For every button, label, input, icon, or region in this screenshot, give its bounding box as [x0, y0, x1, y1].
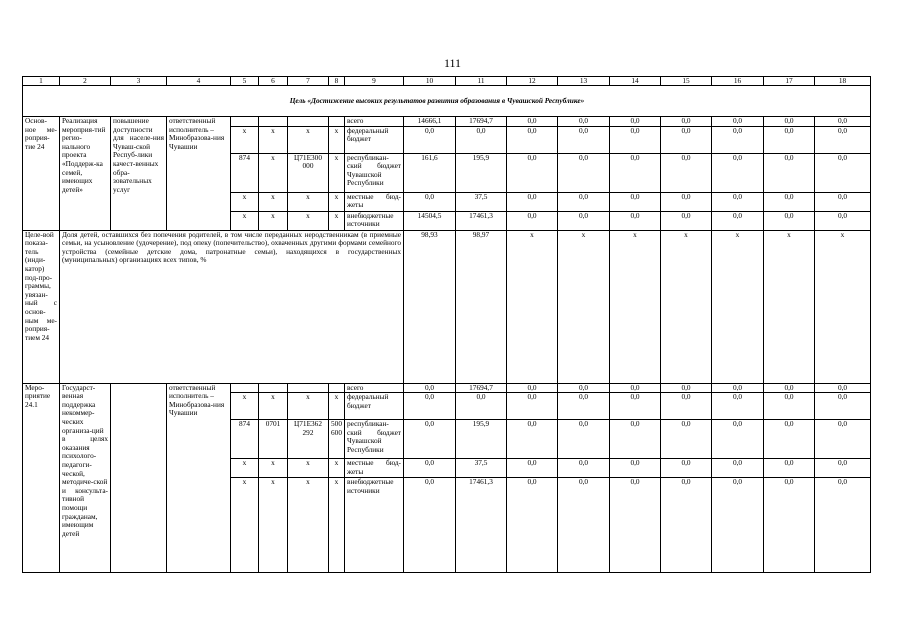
header-cell: 12 — [507, 77, 558, 86]
value-cell: 0,0 — [764, 478, 815, 573]
indicator-label: Целе-вой показа-тель (инди-катор) под-про-граммы, увязан-ный с основ-ным ме-роприя-тием 24 — [23, 230, 60, 383]
indicator-text: Доля детей, оставшихся без попечения родителей, в том числе переданных неродственникам (в приемные семьи, на усыновление (удочерение), под опеку (попечительство), охваченных другими формами семейного устройства (семейные детские дома, патронатные семьи), находящихся в государственных (муниципальных) организациях всех типов, % — [60, 230, 404, 383]
value-cell: 0,0 — [661, 153, 712, 192]
code-grbs: x — [231, 192, 259, 211]
value-cell: 0,0 — [404, 478, 456, 573]
value-cell: 0,0 — [712, 459, 764, 478]
value-cell: 0,0 — [815, 153, 871, 192]
code-section: x — [259, 393, 288, 420]
value-cell: 0,0 — [661, 393, 712, 420]
code-grbs — [231, 383, 259, 393]
code-section: x — [259, 211, 288, 230]
value-cell: 37,5 — [456, 192, 507, 211]
value-cell: 0,0 — [610, 420, 661, 459]
code-target — [288, 383, 329, 393]
block2-goal-text — [111, 383, 167, 573]
value-cell: 0,0 — [558, 393, 610, 420]
value-cell: 0,0 — [558, 459, 610, 478]
code-type: 500 600 — [329, 420, 345, 459]
value-cell: 0,0 — [764, 153, 815, 192]
value-cell: 0,0 — [764, 459, 815, 478]
code-target: x — [288, 211, 329, 230]
funding-source: внебюджетные источники — [345, 478, 404, 573]
value-cell: 17461,3 — [456, 478, 507, 573]
block1-description: Реализация мероприя-тий регио-нального проекта «Поддерж-ка семей, имеющих детей» — [60, 117, 111, 231]
code-grbs: x — [231, 478, 259, 573]
program-table — [22, 76, 871, 573]
value-cell: 0,0 — [610, 383, 661, 393]
value-cell: 0,0 — [610, 478, 661, 573]
value-cell: 0,0 — [815, 192, 871, 211]
value-cell: 0,0 — [764, 126, 815, 153]
funding-source: всего — [345, 383, 404, 393]
header-cell: 16 — [712, 77, 764, 86]
code-type: x — [329, 192, 345, 211]
value-cell: 0,0 — [764, 420, 815, 459]
value-cell: 0,0 — [815, 478, 871, 573]
value-cell: 0,0 — [610, 393, 661, 420]
block2-row — [23, 383, 871, 393]
code-target: Ц71Е300 000 — [288, 153, 329, 192]
header-cell: 6 — [259, 77, 288, 86]
header-cell: 1 — [23, 77, 60, 86]
code-target: x — [288, 478, 329, 573]
value-cell: 0,0 — [661, 211, 712, 230]
value-cell: 195,9 — [456, 153, 507, 192]
value-cell: 0,0 — [558, 420, 610, 459]
value-cell: 0,0 — [507, 393, 558, 420]
code-grbs: 874 — [231, 420, 259, 459]
code-grbs — [231, 117, 259, 127]
indicator-value: 98,93 — [404, 230, 456, 383]
value-cell: 0,0 — [661, 459, 712, 478]
value-cell: 0,0 — [456, 126, 507, 153]
header-cell: 5 — [231, 77, 259, 86]
indicator-value: x — [815, 230, 871, 383]
value-cell: 0,0 — [507, 459, 558, 478]
code-grbs: x — [231, 211, 259, 230]
code-section: x — [259, 153, 288, 192]
funding-source: республикан-ский бюджет Чувашской Республики — [345, 420, 404, 459]
header-cell: 2 — [60, 77, 111, 86]
code-grbs: x — [231, 126, 259, 153]
value-cell: 0,0 — [558, 126, 610, 153]
header-cell: 4 — [167, 77, 231, 86]
value-cell: 0,0 — [661, 192, 712, 211]
code-target: x — [288, 459, 329, 478]
value-cell: 0,0 — [815, 117, 871, 127]
value-cell: 0,0 — [404, 420, 456, 459]
block2-event-name: Меро-приятие 24.1 — [23, 383, 60, 573]
value-cell: 0,0 — [815, 420, 871, 459]
value-cell: 0,0 — [712, 126, 764, 153]
code-section — [259, 117, 288, 127]
value-cell: 0,0 — [404, 459, 456, 478]
header-cell: 11 — [456, 77, 507, 86]
value-cell: 161,6 — [404, 153, 456, 192]
value-cell: 0,0 — [404, 126, 456, 153]
funding-source: местные бюд-жеты — [345, 459, 404, 478]
value-cell: 0,0 — [456, 393, 507, 420]
code-type: x — [329, 393, 345, 420]
value-cell: 0,0 — [712, 117, 764, 127]
indicator-value: x — [661, 230, 712, 383]
code-section: 0701 — [259, 420, 288, 459]
block2-executor: ответственный исполнитель – Минобразова-ния Чувашии — [167, 383, 231, 573]
value-cell: 0,0 — [507, 420, 558, 459]
code-section: x — [259, 126, 288, 153]
header-row — [23, 77, 871, 86]
block1-goal-text: повышение доступности для населе-ния Чуваш-ской Респуб-лики качест-венных обра-зовательных услуг — [111, 117, 167, 231]
value-cell: 0,0 — [712, 420, 764, 459]
value-cell: 0,0 — [507, 478, 558, 573]
value-cell: 0,0 — [764, 192, 815, 211]
value-cell: 0,0 — [712, 153, 764, 192]
value-cell: 0,0 — [764, 393, 815, 420]
code-target — [288, 117, 329, 127]
value-cell: 0,0 — [507, 126, 558, 153]
code-section: x — [259, 459, 288, 478]
code-grbs: x — [231, 459, 259, 478]
indicator-value: x — [507, 230, 558, 383]
value-cell: 0,0 — [558, 211, 610, 230]
value-cell: 0,0 — [712, 211, 764, 230]
funding-source: федеральный бюджет — [345, 126, 404, 153]
value-cell: 0,0 — [507, 192, 558, 211]
block1-row — [23, 117, 871, 127]
value-cell: 195,9 — [456, 420, 507, 459]
indicator-value: x — [610, 230, 661, 383]
value-cell: 0,0 — [610, 459, 661, 478]
goal-row — [23, 86, 871, 117]
table-body — [23, 77, 871, 573]
header-cell: 7 — [288, 77, 329, 86]
code-type: x — [329, 459, 345, 478]
value-cell: 0,0 — [712, 393, 764, 420]
value-cell: 0,0 — [558, 153, 610, 192]
value-cell: 0,0 — [558, 383, 610, 393]
value-cell: 0,0 — [815, 459, 871, 478]
indicator-value: x — [712, 230, 764, 383]
goal-title: Цель «Достижение высоких результатов развития образования в Чувашской Республике» — [60, 86, 815, 117]
header-cell: 9 — [345, 77, 404, 86]
value-cell: 0,0 — [610, 153, 661, 192]
code-target: x — [288, 393, 329, 420]
value-cell: 0,0 — [507, 211, 558, 230]
indicator-value: x — [764, 230, 815, 383]
value-cell: 0,0 — [610, 211, 661, 230]
value-cell: 14504,5 — [404, 211, 456, 230]
value-cell: 0,0 — [815, 383, 871, 393]
value-cell: 0,0 — [712, 192, 764, 211]
code-section: x — [259, 192, 288, 211]
code-type: x — [329, 126, 345, 153]
value-cell: 0,0 — [610, 117, 661, 127]
value-cell: 0,0 — [764, 383, 815, 393]
value-cell: 37,5 — [456, 459, 507, 478]
code-grbs: 874 — [231, 153, 259, 192]
value-cell: 0,0 — [507, 117, 558, 127]
header-cell: 18 — [815, 77, 871, 86]
value-cell: 0,0 — [712, 478, 764, 573]
value-cell: 0,0 — [404, 192, 456, 211]
code-type — [329, 383, 345, 393]
code-type: x — [329, 478, 345, 573]
indicator-value: 98,97 — [456, 230, 507, 383]
code-section — [259, 383, 288, 393]
value-cell: 0,0 — [558, 192, 610, 211]
value-cell: 0,0 — [558, 478, 610, 573]
value-cell: 0,0 — [558, 117, 610, 127]
indicator-row — [23, 230, 871, 383]
value-cell: 0,0 — [507, 153, 558, 192]
code-target: x — [288, 192, 329, 211]
funding-source: внебюджетные источники — [345, 211, 404, 230]
code-section: x — [259, 478, 288, 573]
value-cell: 0,0 — [661, 420, 712, 459]
value-cell: 17461,3 — [456, 211, 507, 230]
code-type: x — [329, 211, 345, 230]
header-cell: 8 — [329, 77, 345, 86]
funding-source: местные бюд-жеты — [345, 192, 404, 211]
value-cell: 0,0 — [507, 383, 558, 393]
code-type: x — [329, 153, 345, 192]
value-cell: 0,0 — [815, 393, 871, 420]
value-cell: 0,0 — [815, 211, 871, 230]
value-cell: 17694,7 — [456, 117, 507, 127]
block2-description: Государст-венная поддержка некоммер-ческих организа-ций в целях оказания психолого-педагоги-ческой, методиче-ской и консульта-тивной помощи гражданам, имеющим детей — [60, 383, 111, 573]
block1-executor: ответственный исполнитель – Минобразова-ния Чувашии — [167, 117, 231, 231]
code-type — [329, 117, 345, 127]
value-cell: 0,0 — [404, 383, 456, 393]
funding-source: всего — [345, 117, 404, 127]
code-target: x — [288, 126, 329, 153]
value-cell: 0,0 — [764, 117, 815, 127]
value-cell: 0,0 — [661, 478, 712, 573]
funding-source: республикан-ский бюджет Чувашской Республики — [345, 153, 404, 192]
value-cell: 0,0 — [764, 211, 815, 230]
value-cell: 17694,7 — [456, 383, 507, 393]
indicator-value: x — [558, 230, 610, 383]
header-cell: 3 — [111, 77, 167, 86]
code-grbs: x — [231, 393, 259, 420]
value-cell: 14666,1 — [404, 117, 456, 127]
funding-source: федеральный бюджет — [345, 393, 404, 420]
block1-event-name: Основ-ное ме-роприя-тие 24 — [23, 117, 60, 231]
value-cell: 0,0 — [712, 383, 764, 393]
value-cell: 0,0 — [610, 126, 661, 153]
value-cell: 0,0 — [661, 117, 712, 127]
header-cell: 17 — [764, 77, 815, 86]
header-cell: 15 — [661, 77, 712, 86]
value-cell: 0,0 — [661, 383, 712, 393]
value-cell: 0,0 — [610, 192, 661, 211]
header-cell: 10 — [404, 77, 456, 86]
header-cell: 13 — [558, 77, 610, 86]
code-target: Ц71Е362 292 — [288, 420, 329, 459]
value-cell: 0,0 — [404, 393, 456, 420]
page-number: 111 — [443, 56, 462, 70]
header-cell: 14 — [610, 77, 661, 86]
value-cell: 0,0 — [661, 126, 712, 153]
value-cell: 0,0 — [815, 126, 871, 153]
